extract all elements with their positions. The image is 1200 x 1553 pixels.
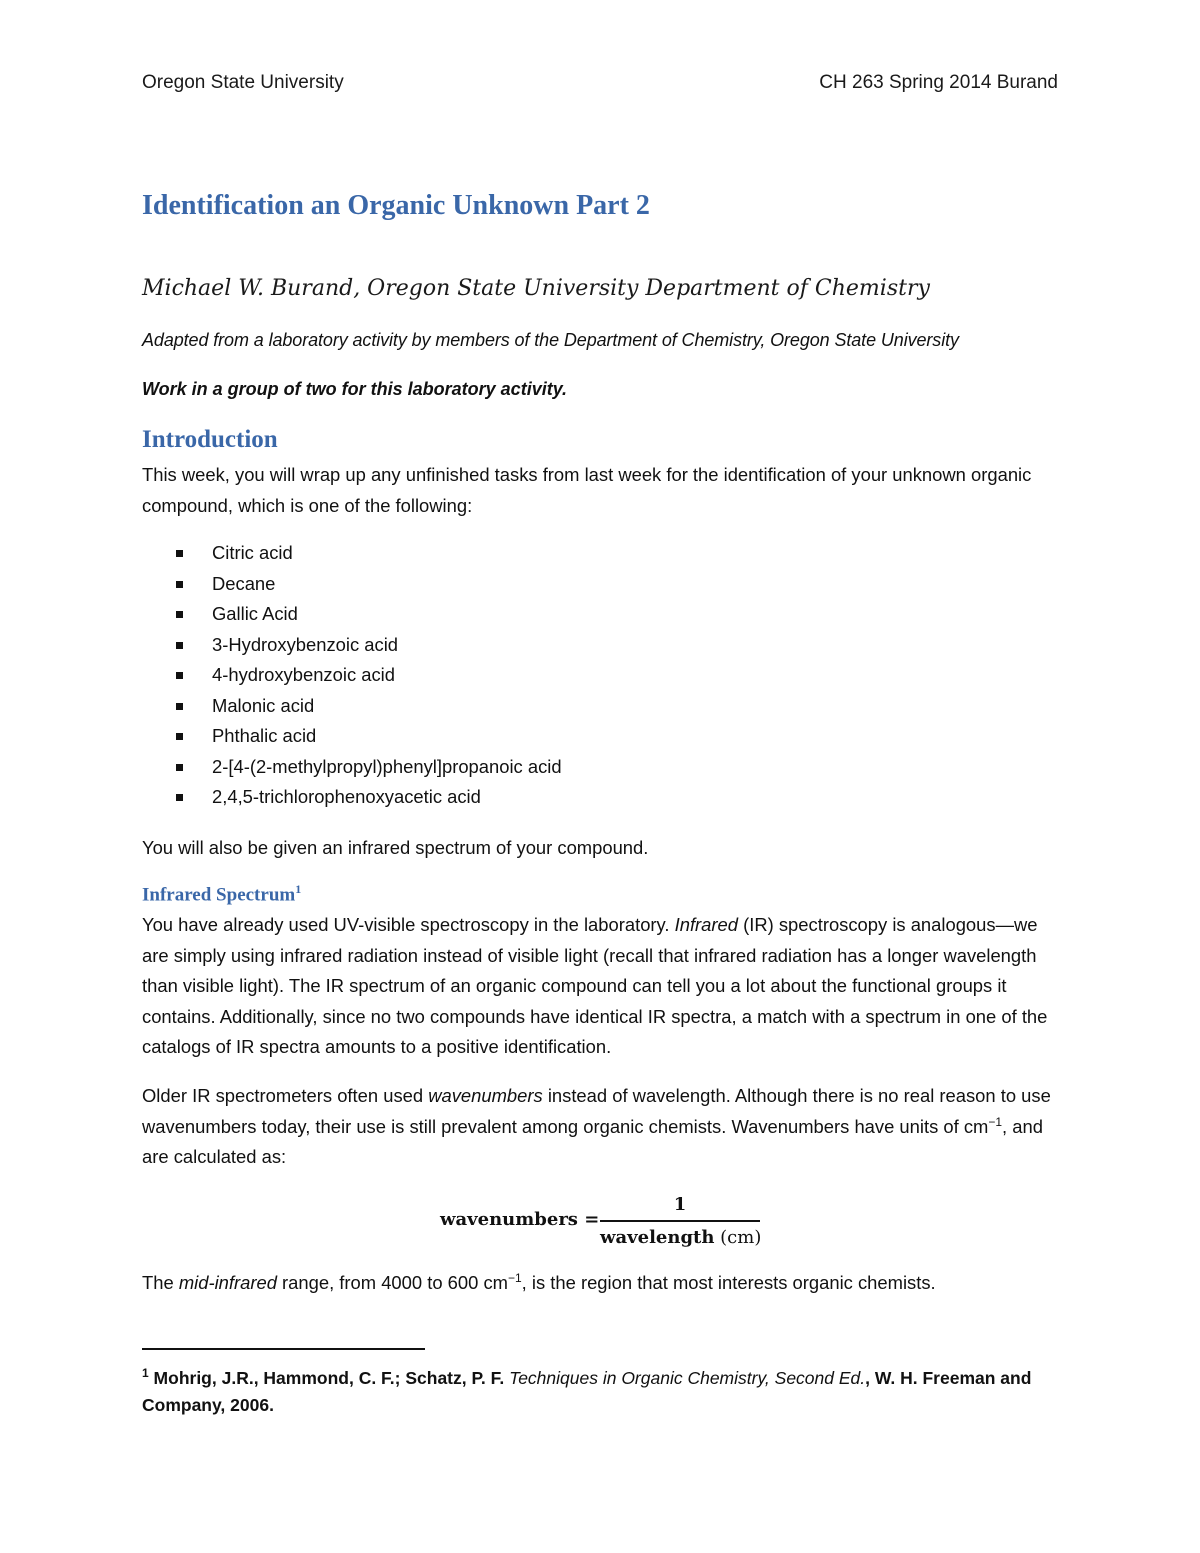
introduction-heading: Introduction [142, 426, 278, 453]
infrared-heading: Infrared Spectrum$^1$ [142, 882, 302, 906]
bullet-icon [176, 672, 183, 679]
spectrum-note: You will also be given an infrared spectrum of your compound. [142, 837, 649, 858]
bullet-icon [176, 794, 183, 801]
mid-infrared-paragraph: The mid-infrared range, from 4000 to 600 $cm^{-1}$, is the region that most interests organic chemists. [142, 1270, 936, 1293]
equation-denominator: wavelength (cm) [600, 1227, 762, 1248]
fraction-bar [600, 1220, 760, 1222]
infrared-paragraph: You have already used UV-visible spectroscopy in the laboratory. Infrared (IR) spectroscopy is analogous—we are simply using infrared radiation instead of visible light (recall that infrared radiation has a longer wavelength than visible light). The IR spectrum of an organic compound can tell you a lot about the functional groups it contains. Additionally, since no two compounds have identical IR spectra, a match with a spectrum in one of the catalogs of IR spectra amounts to a positive identification. [142, 914, 1048, 1057]
list-item: Gallic Acid [142, 599, 562, 630]
introduction-paragraph: This week, you will wrap up any unfinished tasks from last week for the identification of your unknown organic compound, which is one of the following: [142, 464, 1032, 516]
wavenumber-paragraph: Older IR spectrometers often used wavenumbers instead of wavelength. Although there is no real reason to use wavenumbers today, their use is still prevalent among organic chemists. Wavenumbers have units of $cm^{-1}$, and are calculated as: [142, 1085, 1051, 1167]
bullet-icon [176, 733, 183, 740]
equation-fraction [600, 1193, 760, 1250]
bullet-icon [176, 550, 183, 557]
equation-lhs: wavenumbers = [440, 1209, 600, 1230]
list-item: 2-[4-(2-methylpropyl)phenyl]propanoic acid [142, 752, 562, 783]
list-item: 3-Hydroxybenzoic acid [142, 630, 562, 661]
list-item: Malonic acid [142, 691, 562, 722]
bullet-icon [176, 642, 183, 649]
document-title: Identification an Organic Unknown Part 2 [142, 190, 650, 221]
bullet-icon [176, 611, 183, 618]
adapted-note: Adapted from a laboratory activity by members of the Department of Chemistry, Oregon State University [142, 330, 959, 350]
header-institution: Oregon State University [142, 72, 344, 93]
footnote: $^1$ Mohrig, J.R., Hammond, C. F.; Schatz, P. F. Techniques in Organic Chemistry, Second Ed., W. H. Freeman and Company, 2006. [142, 1366, 1032, 1415]
bullet-icon [176, 703, 183, 710]
bullet-icon [176, 581, 183, 588]
footnote-divider [142, 1348, 425, 1350]
compound-list [142, 538, 562, 813]
list-item: 4-hydroxybenzoic acid [142, 660, 562, 691]
list-item: Decane [142, 569, 562, 600]
header-course: CH 263 Spring 2014 Burand [819, 72, 1058, 93]
list-item: Phthalic acid [142, 721, 562, 752]
bullet-icon [176, 764, 183, 771]
list-item: 2,4,5-trichlorophenoxyacetic acid [142, 782, 562, 813]
equation-numerator: 1 [673, 1194, 687, 1215]
group-note: Work in a group of two for this laboratory activity. [142, 379, 568, 399]
footnote-ref[interactable]: 1 [295, 882, 302, 896]
author-line: Michael W. Burand, Oregon State University Department of Chemistry [142, 276, 930, 301]
list-item: Citric acid [142, 538, 562, 569]
